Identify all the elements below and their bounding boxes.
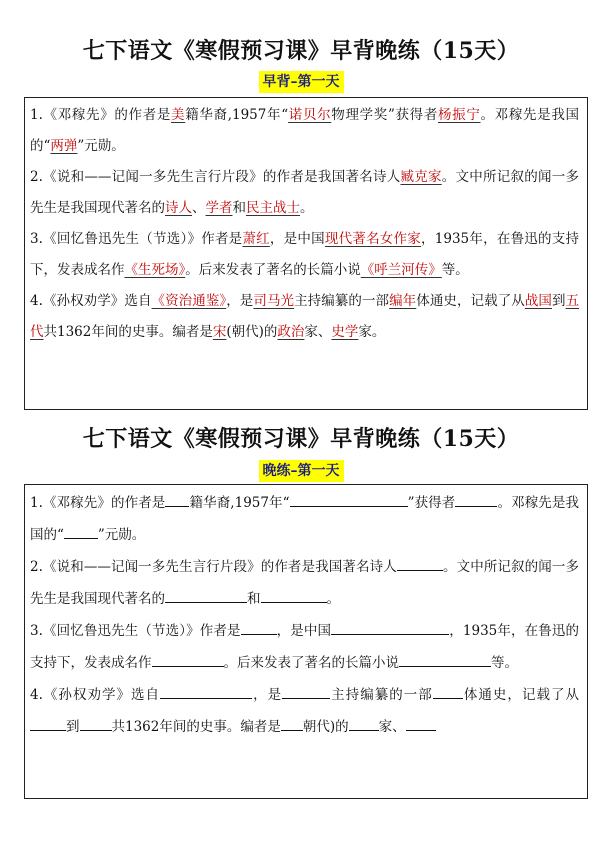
morning-subtitle: 早背–第一天 — [259, 71, 344, 93]
answer: 诗人 — [165, 200, 192, 216]
item-text: 。文中所记叙的闻一多先生是我国现代著名的 — [30, 559, 580, 607]
answer: 史学 — [331, 324, 359, 340]
answer: 宋 — [212, 324, 227, 340]
blank-field[interactable] — [80, 716, 112, 731]
blank-field[interactable] — [281, 716, 303, 731]
item-text: 1.《邓稼先》的作者是 — [30, 107, 172, 123]
blank-field[interactable] — [30, 716, 66, 731]
answer: 诺贝尔 — [288, 107, 332, 123]
evening-item-4 — [30, 679, 579, 743]
item-text: 。文中所记叙的闻一多先生是我国现代著名的 — [30, 169, 580, 216]
item-text: 。 — [300, 200, 314, 216]
morning-item-3 — [30, 224, 579, 286]
item-text: 体通史，记载了从 — [416, 293, 525, 309]
item-text: (朝代)的 — [226, 324, 278, 340]
item-text: 等。 — [441, 262, 469, 278]
item-text: ，是中国 — [276, 623, 332, 639]
answer: 现代著名女作家 — [324, 231, 422, 247]
evening-item-1 — [30, 487, 579, 551]
page-title-2: 七下语文《寒假预习课》早背晚练（15天） — [82, 426, 520, 452]
answer: 《呼兰河传》 — [360, 262, 442, 278]
item-text: ”元勋。 — [77, 138, 125, 154]
item-text: 和 — [247, 591, 261, 607]
answer: 《生死场》 — [124, 262, 186, 278]
answer: 杨振宁 — [438, 107, 481, 123]
item-text: 2.《说和——记闻一多先生言行片段》的作者是我国著名诗人 — [30, 169, 401, 185]
item-text: 到 — [552, 293, 566, 309]
evening-subtitle-wrap — [0, 460, 602, 482]
answer: 学者 — [205, 200, 233, 216]
morning-item-2 — [30, 162, 579, 224]
evening-item-2 — [30, 551, 579, 615]
blank-field[interactable] — [433, 684, 463, 699]
item-text: 。后来发表了著名的长篇小说 — [223, 655, 399, 671]
answer: 两弹 — [50, 138, 78, 154]
item-text: 家、 — [378, 719, 406, 735]
evening-subtitle: 晚练–第一天 — [259, 460, 344, 482]
item-text: ，1935年，在鲁迅的支持下，发表成名作 — [30, 623, 579, 671]
item-text: ，是 — [226, 293, 254, 309]
blank-field[interactable] — [406, 716, 436, 731]
morning-subtitle-wrap — [0, 71, 602, 93]
answer: 美 — [171, 107, 186, 123]
item-text: ，是中国 — [269, 231, 325, 247]
item-text: 。 — [326, 591, 340, 607]
blank-field[interactable] — [455, 492, 497, 507]
item-text: 等。 — [491, 655, 518, 671]
blank-field[interactable] — [282, 684, 330, 699]
item-text: 朝代)的 — [302, 719, 349, 735]
item-text: 籍华裔,1957年“ — [185, 107, 289, 123]
answer: 政治 — [277, 324, 305, 340]
item-text: 3.《回忆鲁迅先生（节选）》作者是 — [30, 231, 243, 247]
item-text: 和 — [232, 200, 246, 216]
item-text: 。邓稼先是我国的“ — [30, 495, 579, 543]
item-text: ”元勋。 — [97, 527, 146, 543]
item-text: 4.《孙权劝学》选自 — [30, 687, 161, 703]
item-text: 3.《回忆鲁迅先生（节选）》作者是 — [30, 623, 241, 639]
blank-field[interactable] — [64, 524, 98, 539]
evening-box — [24, 484, 588, 799]
answer: 萧红 — [242, 231, 270, 247]
morning-item-4 — [30, 286, 579, 348]
item-text: 家、 — [304, 324, 332, 340]
item-text: 共1362年间的史事。编者是 — [111, 719, 281, 735]
blank-field[interactable] — [152, 652, 224, 667]
blank-field[interactable] — [331, 620, 449, 635]
blank-field[interactable] — [399, 652, 491, 667]
answer: 臧克家 — [400, 169, 442, 185]
answer: 《资治通鉴》 — [151, 293, 227, 309]
blank-field[interactable] — [165, 588, 247, 603]
item-text: 家。 — [358, 324, 386, 340]
answer: 司马光 — [253, 293, 295, 309]
blank-field[interactable] — [290, 492, 408, 507]
blank-field[interactable] — [349, 716, 379, 731]
blank-field[interactable] — [397, 556, 443, 571]
evening-item-3 — [30, 615, 579, 679]
item-text: 。邓稼先是我国的“ — [30, 107, 580, 154]
item-text: 籍华裔,1957年“ — [189, 495, 290, 511]
item-text: 、 — [192, 200, 206, 216]
item-text: 1.《邓稼先》的作者是 — [30, 495, 166, 511]
item-text: 2.《说和——记闻一多先生言行片段》的作者是我国著名诗人 — [30, 559, 397, 575]
blank-field[interactable] — [241, 620, 277, 635]
item-text: 体通史，记载了从 — [462, 687, 580, 703]
item-text: 共1362年间的史事。编者是 — [43, 324, 213, 340]
item-text: ，是 — [252, 687, 283, 703]
morning-item-1 — [30, 100, 579, 162]
blank-field[interactable] — [160, 684, 252, 699]
item-text: ，1935年，在鲁迅的支持下，发表成名作 — [30, 231, 580, 278]
blank-field[interactable] — [261, 588, 327, 603]
item-text: ”获得者 — [407, 495, 456, 511]
answer: 编年 — [389, 293, 417, 309]
item-text: 到 — [66, 719, 80, 735]
page-title: 七下语文《寒假预习课》早背晚练（15天） — [82, 38, 520, 64]
answer: 民主战士 — [246, 200, 300, 216]
blank-field[interactable] — [165, 492, 189, 507]
morning-box — [24, 97, 588, 410]
item-text: 物理学奖”获得者 — [331, 107, 439, 123]
item-text: 4.《孙权劝学》选自 — [30, 293, 152, 309]
answer: 战国 — [524, 293, 552, 309]
item-text: 主持编纂的一部 — [330, 687, 433, 703]
answer: 五代 — [30, 293, 580, 340]
item-text: 。后来发表了著名的长篇小说 — [185, 262, 361, 278]
item-text: 主持编纂的一部 — [294, 293, 390, 309]
